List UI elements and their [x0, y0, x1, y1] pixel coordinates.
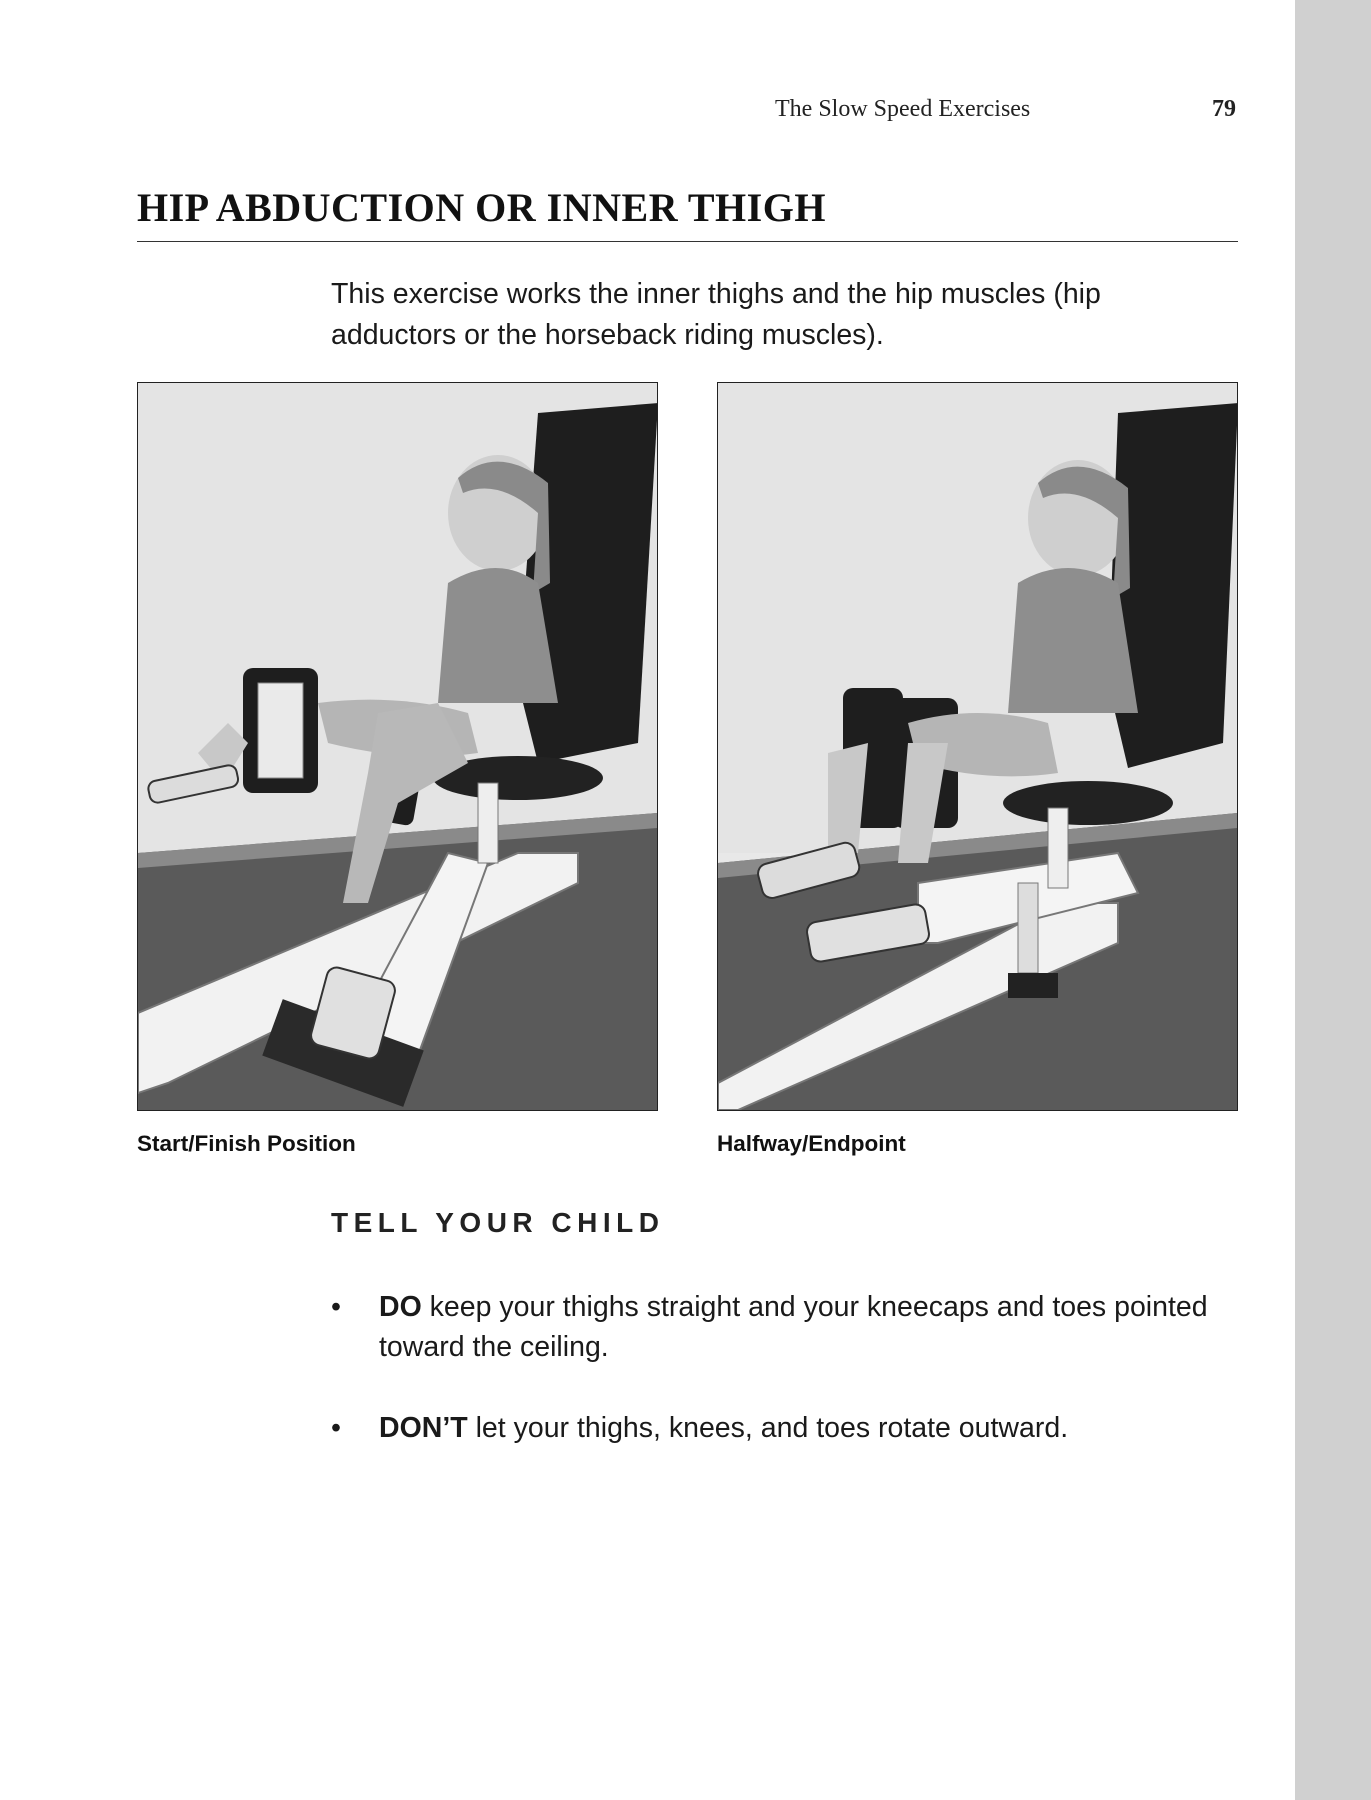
list-item — [331, 1408, 1211, 1448]
page-title: HIP ABDUCTION OR INNER THIGH — [137, 185, 826, 230]
title-rule — [137, 241, 1238, 242]
list-item — [331, 1287, 1211, 1367]
page-number: 79 — [1212, 96, 1236, 122]
bullet-mark: • — [331, 1412, 341, 1444]
instruction-text: let your thighs, knees, and toes rotate outward. — [467, 1412, 1069, 1444]
running-head-section: The Slow Speed Exercises — [775, 96, 1031, 122]
bullet-mark: • — [331, 1291, 341, 1323]
page-edge-strip — [1295, 0, 1371, 1800]
photo-caption-halfway: Halfway/Endpoint — [717, 1131, 906, 1156]
running-head — [700, 96, 1242, 126]
photo-start-position — [137, 382, 658, 1111]
instruction-text: keep your thighs straight and your kneecaps and toes pointed toward the ceiling. — [379, 1291, 1208, 1363]
instruction-list — [331, 1287, 1211, 1489]
instruction-keyword: DON’T — [379, 1412, 468, 1444]
photo-halfway-endpoint — [717, 382, 1238, 1111]
instructions-heading: TELL YOUR CHILD — [331, 1207, 665, 1238]
intro-paragraph: This exercise works the inner thighs and the hip muscles (hip adductors or the horseback riding muscles). — [331, 278, 1101, 351]
photo-caption-start: Start/Finish Position — [137, 1131, 356, 1156]
instruction-keyword: DO — [379, 1291, 422, 1323]
